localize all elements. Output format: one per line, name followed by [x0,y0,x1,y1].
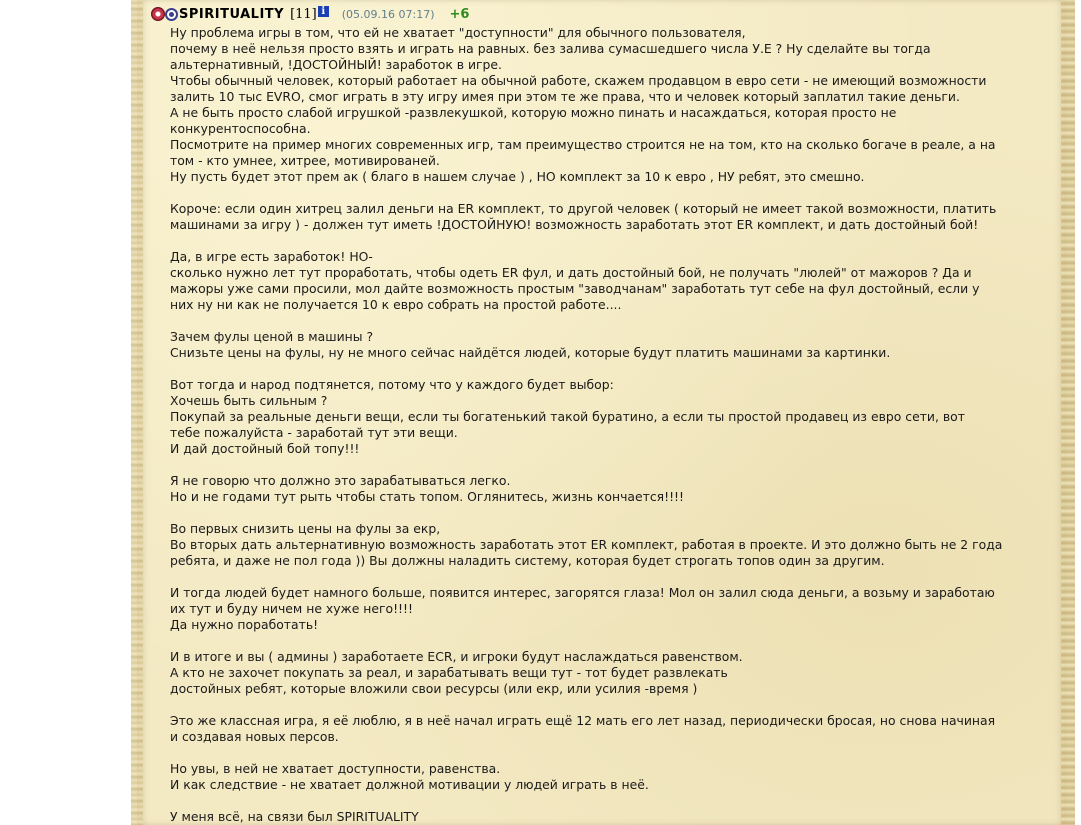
post-text-line: ребята, и даже не пол года )) Вы должны наладить систему, которая будет строгать топов один за другим. [170,553,885,568]
alignment-icon [165,8,178,21]
post-text-line: Но и не годами тут рыть чтобы стать топом. Оглянитесь, жизнь кончается!!!! [170,489,684,504]
post-text-line: Это же классная игра, я её люблю, я в неё начал играть ещё 12 мать его лет назад, периодически бросая, но снова начиная [170,713,996,728]
post-text-line: А не быть просто слабой игрушкой -развлекушкой, которую можно пинать и насаждаться, которая просто не [170,105,897,120]
post-text-line: Вот тогда и народ подтянется, потому что у каждого будет выбор: [170,377,614,392]
parchment-right-edge [1061,0,1075,825]
post-text-line [170,233,1055,249]
post-rating: +6 [449,6,470,22]
post-text-line: Я не говорю что должно это зарабатываться легко. [170,473,511,488]
post-text-line: Короче: если один хитрец залил деньги на ER комплект, то другой человек ( который не имеет такой возможности, платить [170,201,997,216]
post-text-line: тебе пожалуйста - заработай тут эти вещи. [170,425,458,440]
post-text-line: том - кто умнее, хитрее, мотивированей. [170,153,440,168]
post-text-line: Снизьте цены на фулы, ну не много сейчас найдётся людей, которые будут платить машинами за картинки. [170,345,891,360]
post-text-line [170,745,1055,761]
info-icon[interactable]: i [318,6,329,17]
post-text-line: мажоры уже сами просили, мол дайте возможность простым "заводчанам" заработать тут себе на фул достойный, если у [170,281,980,296]
post-text-line: И дай достойный бой топу!!! [170,441,360,456]
post-text-line: Но увы, в ней не хватает доступности, равенства. [170,761,501,776]
post-text-line: альтернативный, !ДОСТОЙНЫЙ! заработок в игре. [170,57,502,72]
post-text-line [170,633,1055,649]
author-nickname[interactable]: SPIRITUALITY [179,6,285,22]
post-text-line: Да нужно поработать! [170,617,319,632]
post-text-line: залить 10 тыс EVRO, смог играть в эту игру имея при этом те же права, что и человек который заплатил такие деньги. [170,89,960,104]
parchment-left-edge [131,0,143,825]
post-text-line: Ну пусть будет этот прем ак ( благо в нашем случае ) , НО комплект за 10 к евро , НУ ребят, это смешно. [170,169,865,184]
post-text-line: Ну проблема игры в том, что ей не хватает "доступности" для обычного пользователя, [170,25,746,40]
post-text-line: конкурентоспособна. [170,121,311,136]
post-text-line [170,457,1055,473]
clan-badge-icon[interactable] [151,7,165,21]
post-text-line: Зачем фулы ценой в машины ? [170,329,374,344]
post-text-line: Да, в игре есть заработок! НО- [170,249,373,264]
post-text-line [170,793,1055,809]
post-text-line [170,313,1055,329]
author-level: [11] [290,6,317,22]
post-text-line: Во первых снизить цены на фулы за екр, [170,521,441,536]
post-date: (05.09.16 07:17) [341,7,435,21]
post-text-line [170,361,1055,377]
post-text-line [170,569,1055,585]
post-text-line: сколько нужно лет тут проработать, чтобы одеть ER фул, и дать достойный бой, не получать "люлей" от мажоров ? Да и [170,265,972,280]
post-text-line: И как следствие - не хватает должной мотивации у людей играть в неё. [170,777,649,792]
post-text-line: достойных ребят, которые вложили свои ресурсы (или екр, или усилия -время ) [170,681,698,696]
post-text-line [170,505,1055,521]
post-text-line: Посмотрите на пример многих современных игр, там преимущество строится не на том, кто на сколько богаче в реале, а на [170,137,996,152]
post-text-line [170,697,1055,713]
post-text-line: них ну ни как не получается 10 к евро собрать на простой работе.... [170,297,622,312]
post-text-line: И в итоге и вы ( админы ) заработаете ECR, и игроки будут наслаждаться равенством. [170,649,743,664]
post-text-line: А кто не захочет покупать за реал, и зарабатывать вещи тут - тот будет развлекать [170,665,728,680]
post-text-line [170,185,1055,201]
post-body [170,25,1055,825]
post-text-line: И тогда людей будет намного больше, появится интерес, загорятся глаза! Мол он залил сюда деньги, а возьму и заработаю [170,585,995,600]
post-text-line: Покупай за реальные деньги вещи, если ты богатенький такой буратино, а если ты простой продавец из евро сети, вот [170,409,965,424]
post-text-line: машинами за игру ) - должен тут иметь !ДОСТОЙНУЮ! возможность заработать этот ER комплект, и дать достойный бой! [170,217,979,232]
post-text-line: Хочешь быть сильным ? [170,393,328,408]
post-text-line: У меня всё, на связи был SPIRITUALITY [170,809,419,824]
post-text-line: почему в неё нельзя просто взять и играть на равных. без залива сумасшедшего числа У.Е ? Ну сделайте вы тогда [170,41,931,56]
post-text-line: их тут и буду ничем не хуже него!!!! [170,601,413,616]
post-text-line: Во вторых дать альтернативную возможность заработать этот ER комплект, работая в проекте. И это должно быть не 2 года [170,537,1003,552]
post-text-line: и создавая новых персов. [170,729,339,744]
post-text-line: Чтобы обычный человек, который работает на обычной работе, скажем продавцом в евро сети - не имеющий возможности [170,73,987,88]
post-header [151,5,469,23]
